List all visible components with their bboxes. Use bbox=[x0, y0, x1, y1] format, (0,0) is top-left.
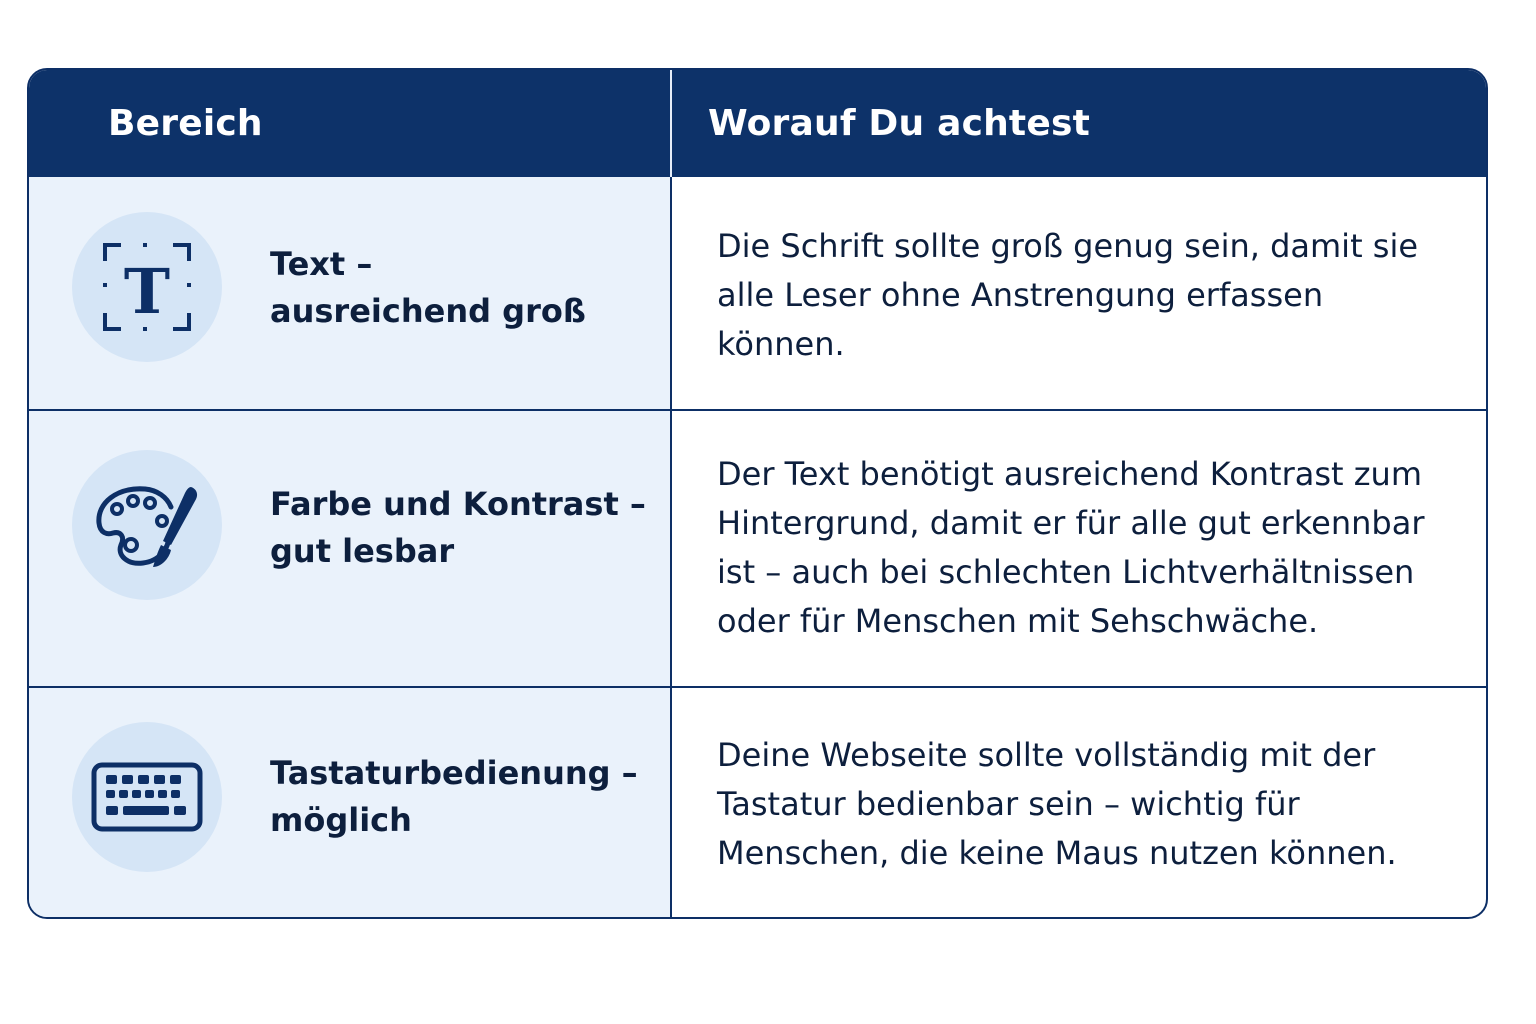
area-label: Text – ausreichend groß bbox=[270, 245, 586, 330]
accessibility-table bbox=[27, 68, 1488, 919]
keyboard-icon bbox=[72, 722, 222, 872]
svg-text:T: T bbox=[123, 255, 171, 328]
area-label: Tastaturbedienung – möglich bbox=[270, 754, 638, 839]
column-divider bbox=[670, 177, 672, 917]
palette-icon bbox=[72, 450, 222, 600]
table-header bbox=[29, 70, 1486, 177]
text-size-icon bbox=[72, 212, 222, 362]
description: Die Schrift sollte groß genug sein, damit sie alle Leser ohne Anstrengung erfassen können. bbox=[717, 227, 1419, 363]
header-bereich: Bereich bbox=[108, 103, 263, 144]
area-label: Farbe und Kontrast – gut lesbar bbox=[270, 485, 646, 570]
header-divider bbox=[670, 70, 672, 177]
row-divider bbox=[29, 409, 1486, 411]
description: Deine Webseite sollte vollständig mit der Tastatur bedienbar sein – wichtig für Menschen, die keine Maus nutzen können. bbox=[717, 736, 1397, 872]
header-worauf-du-achtest: Worauf Du achtest bbox=[708, 103, 1090, 144]
description: Der Text benötigt ausreichend Kontrast zum Hintergrund, damit er für alle gut erkennbar ist – auch bei schlechten Lichtverhältnissen oder für Menschen mit Sehschwäche. bbox=[717, 455, 1425, 640]
row-divider bbox=[29, 686, 1486, 688]
